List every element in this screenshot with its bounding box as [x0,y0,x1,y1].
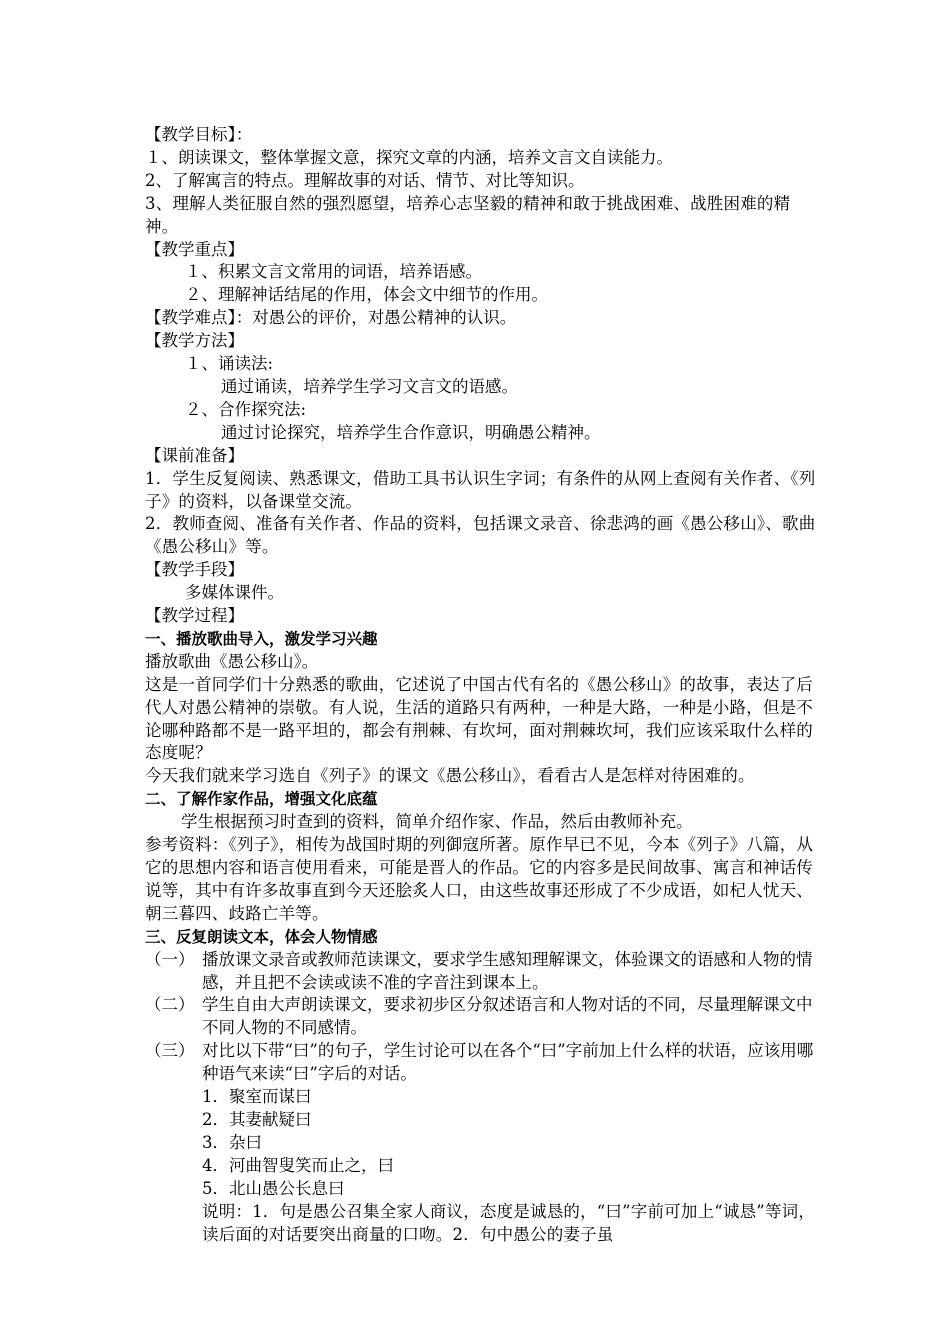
step-2-text: 学生自由大声朗读课文，要求初步区分叙述语言和人物对话的不同，尽量理解课文中不同人物的不同感情。 [202,995,813,1038]
step-3-text: 对比以下带“曰”的句子，学生讨论可以在各个“曰”字前加上什么样的状语，应该用哪种语气来读“曰”字后的对话。 [202,1041,814,1084]
objective-item-3: 3、理解人类征服自然的强烈愿望，培养心志坚毅的精神和敢于挑战困难、战胜困难的精神。 [145,193,791,236]
section-1-p2: 这是一首同学们十分熟悉的歌曲，它述说了中国古代有名的《愚公移山》的故事，表达了后代人对愚公精神的崇敬。有人说，生活的道路只有两种，一种是大路，一种是小路，但是不论哪种路都不是一路平坦的，都会有荆棘、有坎坷，面对荆棘坎坷，我们应该采取什么样的态度呢？ [145,674,813,763]
section-1-title: 一、播放歌曲导入，激发学习兴趣 [145,629,378,648]
objective-item-1: １、朗读课文，整体掌握文意，探究文章的内涵，培养文言文自读能力。 [145,147,673,167]
section-2-p1: 学生根据预习时查到的资料，简单介绍作家、作品，然后由教师补充。 [181,812,693,832]
step-1 [145,949,817,995]
means-heading: 【教学手段】 [145,560,244,580]
sentence-item-3: 3．杂曰 [202,1132,262,1152]
sentence-item-2: 2．其妻献疑曰 [202,1109,312,1129]
key-point-item-2: ２、理解神话结尾的作用，体会文中细节的作用。 [185,285,548,305]
difficulty-line: 【教学难点】：对愚公的评价，对愚公精神的认识。 [145,308,517,328]
sentence-item-5: 5．北山愚公长息曰 [202,1178,345,1198]
step-2 [145,994,817,1040]
lesson-plan-document [145,124,817,1246]
section-2-title: 二、了解作家作品，增强文化底蕴 [145,790,378,809]
method-2-title: ２、合作探究法: [185,399,307,419]
step-2-number: （二） [145,995,195,1015]
step-1-number: （一） [145,949,195,969]
section-2-p2: 参考资料：《列子》，相传为战国时期的列御寇所著。原作早已不见，今本《列子》八篇，从它的思想内容和语言使用看来，可能是晋人的作品。它的内容多是民间故事、寓言和神话传说等，其中有许多故事直到今天还脍炙人口，由这些故事还形成了不少成语，如杞人忧天、朝三暮四、歧路亡羊等。 [145,835,814,923]
step-1-text: 播放课文录音或教师范读课文，要求学生感知理解课文，体验课文的语感和人物的情感，并且把不会读或读不准的字音注到课本上。 [202,949,813,992]
section-1-p3: 今天我们就来学习选自《列子》的课文《愚公移山》，看看古人是怎样对待困难的。 [145,766,755,786]
methods-heading: 【教学方法】 [145,331,244,351]
key-point-item-1: １、积累文言文常用的词语，培养语感。 [185,262,482,282]
objective-item-2: 2、了解寓言的特点。理解故事的对话、情节、对比等知识。 [145,170,585,190]
objectives-heading: 【教学目标】： [145,125,253,144]
method-1-title: １、诵读法: [185,354,274,374]
step-3 [145,1040,817,1086]
means-text: 多媒体课件。 [185,583,284,603]
section-1-p1: 播放歌曲《愚公移山》。 [145,651,319,671]
sentence-item-1: 1．聚室而谋曰 [202,1087,312,1107]
method-1-desc: 通过诵读，培养学生学习文言文的语感。 [221,376,518,396]
preparation-heading: 【课前准备】 [145,445,244,465]
sentence-item-4: 4．河曲智叟笑而止之，曰 [202,1155,394,1175]
method-2-desc: 通过讨论探究，培养学生合作意识，明确愚公精神。 [221,422,601,442]
key-points-heading: 【教学重点】 [145,239,244,259]
explanation-note: 说明：1．句是愚公召集全家人商议，态度是诚恳的，“曰”字前可加上“诚恳”等词，读后面的对话要突出商量的口吻。2．句中愚公的妻子虽 [202,1201,816,1244]
section-3-title: 三、反复朗读文本，体会人物情感 [145,927,378,946]
process-heading: 【教学过程】 [145,606,244,626]
preparation-item-2: 2．教师查阅、准备有关作者、作品的资料，包括课文录音、徐悲鸿的画《愚公移山》、歌曲《愚公移山》等。 [145,514,816,557]
step-3-number: （三） [145,1041,195,1061]
preparation-item-1: 1．学生反复阅读、熟悉课文，借助工具书认识生字词；有条件的从网上查阅有关作者、《列子》的资料，以备课堂交流。 [145,468,816,511]
